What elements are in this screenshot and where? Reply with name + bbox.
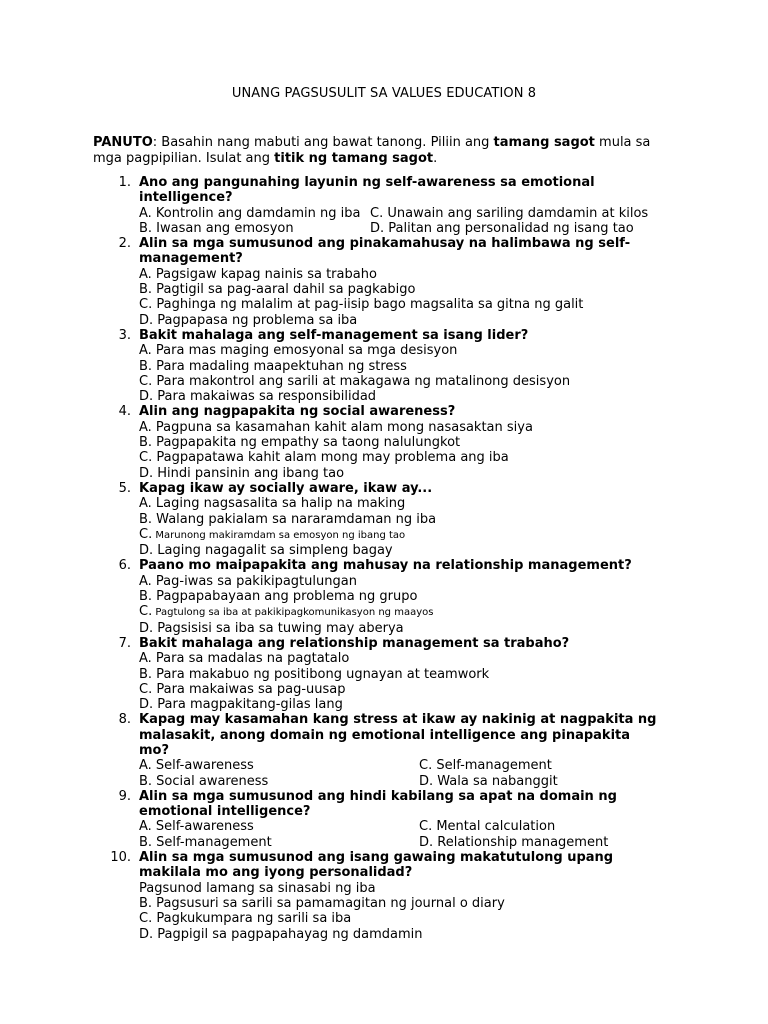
- options-grid: [139, 758, 768, 789]
- question-2: [0, 236, 768, 328]
- question-number: 9.: [118, 788, 131, 804]
- question-text: Paano mo maipapakita ang mahusay na relationship management?: [139, 558, 632, 574]
- question-3: [0, 328, 768, 404]
- option-b: B. Pagsusuri sa sarili sa pamamagitan ng journal o diary: [139, 895, 505, 911]
- instructions-label: PANUTO: [93, 135, 153, 150]
- question-number: 3.: [118, 327, 131, 343]
- option-c: [139, 527, 768, 543]
- question-text: Bakit mahalaga ang relationship management sa trabaho?: [139, 635, 570, 651]
- option-b: B. Walang pakialam sa nararamdaman ng iba: [139, 511, 437, 527]
- options-grid: [139, 206, 768, 237]
- question-list: [0, 175, 768, 942]
- question-number: 5.: [118, 480, 131, 496]
- option-b: B. Pagpapabayaan ang problema ng grupo: [139, 589, 418, 605]
- option-c: C. Unawain ang sariling damdamin at kilos: [370, 205, 649, 221]
- option-c: C. Pagkukumpara ng sarili sa iba: [139, 911, 352, 927]
- option-d: D. Wala sa nabanggit: [419, 773, 558, 789]
- question-7: [0, 636, 768, 712]
- option-a: A. Self-awareness: [139, 758, 254, 774]
- question-6: [0, 558, 768, 635]
- option-b: B. Para madaling maapektuhan ng stress: [139, 358, 407, 374]
- option-d: D. Laging nagagalit sa simpleng bagay: [139, 543, 393, 559]
- option-a: A. Pagpuna sa kasamahan kahit alam mong nasasaktan siya: [139, 419, 533, 435]
- option-b: B. Self-management: [139, 834, 272, 850]
- question-number: 10.: [110, 850, 131, 866]
- option-text: Pagtulong sa iba at pakikipagkomunikasyon ng maayos: [152, 607, 434, 619]
- question-text: Alin sa mga sumusunod ang pinakamahusay na halimbawa ng self-management?: [139, 236, 631, 267]
- options-grid: [139, 819, 768, 850]
- option-d: D. Pagpapasa ng problema sa iba: [139, 312, 358, 328]
- option-a: A. Pagsigaw kapag nainis sa trabaho: [139, 266, 377, 282]
- option-b: B. Pagpapakita ng empathy sa taong nalulungkot: [139, 435, 461, 451]
- option-d: D. Para magpakitang-gilas lang: [139, 697, 343, 713]
- option-a: A. Pag-iwas sa pakikipagtulungan: [139, 573, 357, 589]
- question-text: Kapag may kasamahan kang stress at ikaw ay nakinig at nagpakita ng malasakit, anong domain ng emotional intelligence ang pinapakita mo?: [139, 712, 657, 758]
- option-a: A. Para sa madalas na pagtatalo: [139, 651, 350, 667]
- option-a: Pagsunod lamang sa sinasabi ng iba: [139, 880, 376, 896]
- option-b: B. Para makabuo ng positibong ugnayan at teamwork: [139, 666, 490, 682]
- option-c: [139, 604, 768, 620]
- question-number: 6.: [118, 558, 131, 574]
- question-number: 8.: [118, 712, 131, 728]
- option-a: A. Laging nagsasalita sa halip na making: [139, 496, 406, 512]
- question-text: Ano ang pangunahing layunin ng self-awareness sa emotional intelligence?: [139, 175, 595, 206]
- question-8: [0, 712, 768, 788]
- option-text: Marunong makiramdam sa emosyon ng ibang tao: [152, 529, 406, 541]
- option-b: B. Social awareness: [139, 773, 269, 789]
- question-number: 2.: [118, 236, 131, 252]
- instructions-text-3: .: [433, 151, 438, 166]
- question-text: Bakit mahalaga ang self-management sa isang lider?: [139, 327, 529, 343]
- question-text: Kapag ikaw ay socially aware, ikaw ay...: [139, 480, 433, 496]
- option-letter: C.: [139, 526, 153, 542]
- option-d: D. Palitan ang personalidad ng isang tao: [370, 220, 634, 236]
- option-d: D. Relationship management: [419, 834, 609, 850]
- option-b: B. Pagtigil sa pag-aaral dahil sa pagkabigo: [139, 282, 416, 298]
- question-number: 4.: [118, 404, 131, 420]
- option-b: B. Iwasan ang emosyon: [139, 220, 294, 236]
- option-c: C. Para makontrol ang sarili at makagawa ng matalinong desisyon: [139, 373, 571, 389]
- question-5: [0, 481, 768, 558]
- instructions: [93, 135, 663, 167]
- question-1: [0, 175, 768, 236]
- option-letter: C.: [139, 604, 153, 620]
- question-10: [0, 850, 768, 942]
- instructions-text-1: Basahin nang mabuti ang bawat tanong. Piliin ang: [157, 135, 494, 150]
- instructions-colon: :: [152, 135, 158, 150]
- instructions-bold-1: tamang sagot: [493, 135, 595, 150]
- question-text: Alin sa mga sumusunod ang hindi kabilang sa apat na domain ng emotional intelligence?: [139, 788, 617, 820]
- option-c: C. Self-management: [419, 758, 552, 774]
- question-9: [0, 789, 768, 850]
- option-c: C. Paghinga ng malalim at pag-iisip bago magsalita sa gitna ng galit: [139, 297, 584, 313]
- option-a: A. Kontrolin ang damdamin ng iba: [139, 205, 361, 221]
- option-d: D. Pagpigil sa pagpapahayag ng damdamin: [139, 926, 423, 942]
- option-d: D. Para makaiwas sa responsibilidad: [139, 389, 377, 405]
- question-number: 1.: [118, 175, 131, 190]
- question-text: Alin ang nagpapakita ng social awareness?: [139, 404, 456, 420]
- page-title: UNANG PAGSUSULIT SA VALUES EDUCATION 8: [231, 86, 537, 101]
- question-text: Alin sa mga sumusunod ang isang gawaing makatutulong upang makilala mo ang iyong personalidad?: [139, 850, 614, 881]
- option-c: C. Pagpapatawa kahit alam mong may problema ang iba: [139, 450, 509, 466]
- option-d: D. Hindi pansinin ang ibang tao: [139, 465, 345, 481]
- instructions-bold-2: titik ng tamang sagot: [274, 151, 434, 166]
- instructions-text-2: mula sa mga pagpipilian. Isulat ang: [93, 135, 651, 166]
- option-c: C. Para makaiwas sa pag-uusap: [139, 681, 346, 697]
- option-d: D. Pagsisisi sa iba sa tuwing may aberya: [139, 620, 404, 636]
- option-a: A. Para mas maging emosyonal sa mga desisyon: [139, 343, 458, 359]
- option-a: A. Self-awareness: [139, 819, 254, 835]
- question-number: 7.: [118, 635, 131, 651]
- question-4: [0, 404, 768, 480]
- option-c: C. Mental calculation: [419, 819, 556, 835]
